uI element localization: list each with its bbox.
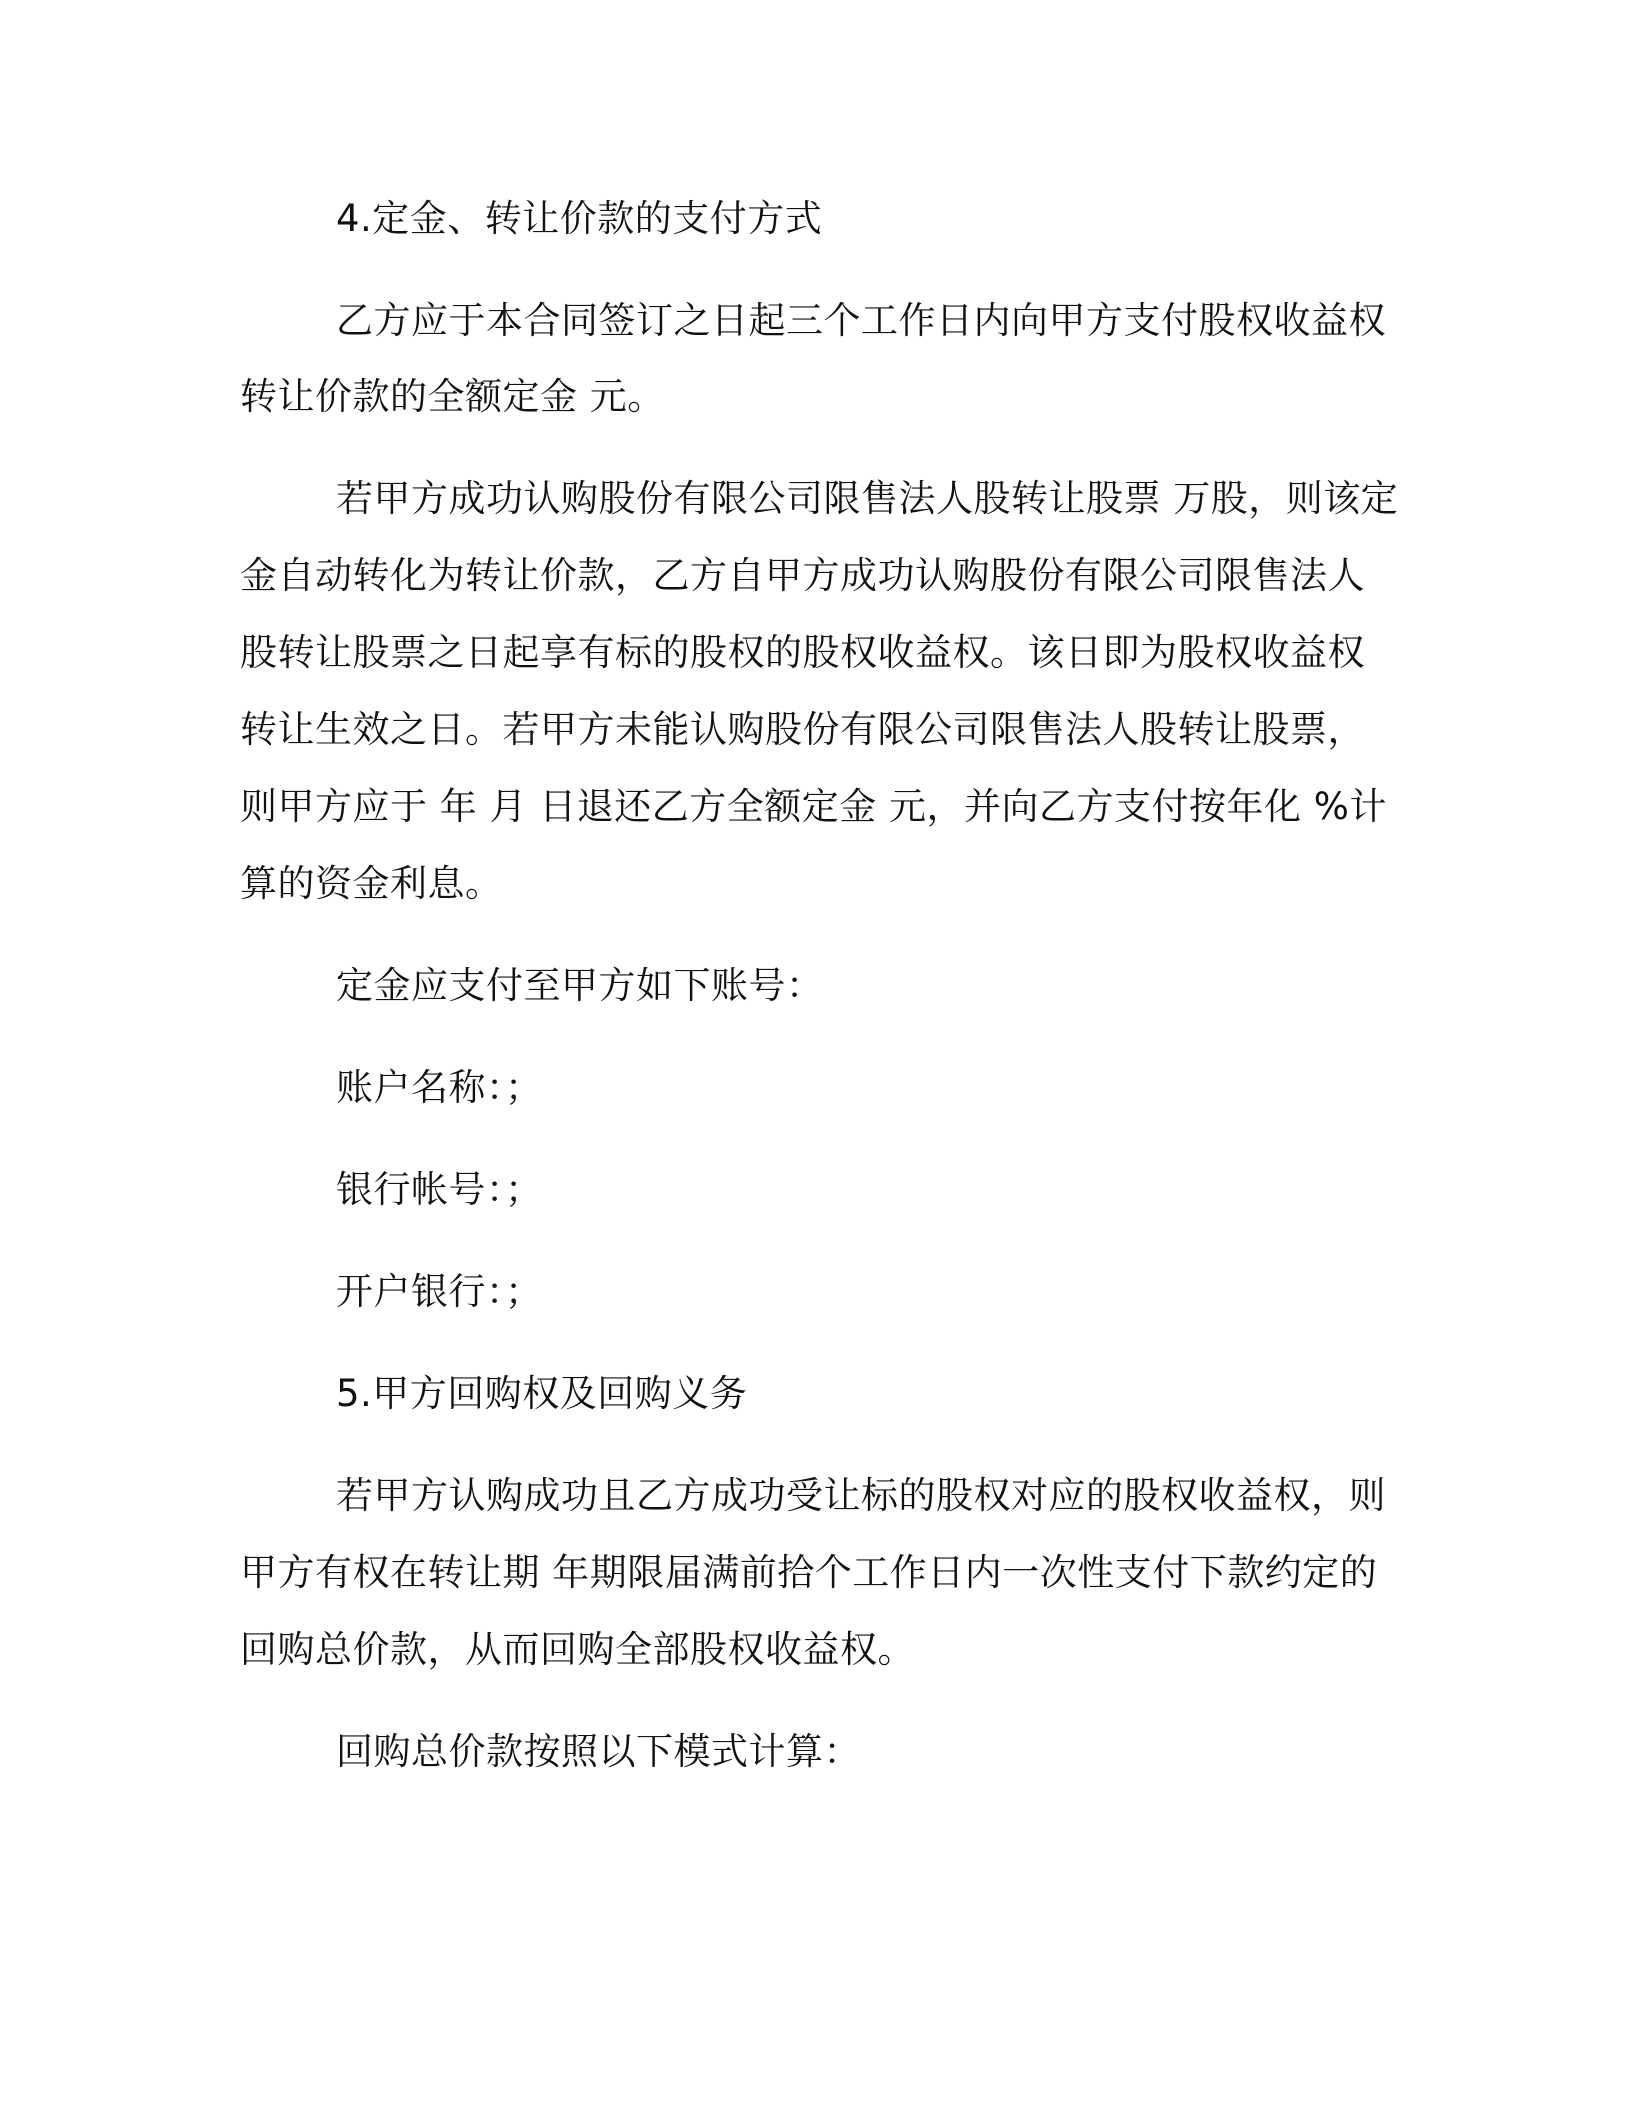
paragraph-2-line-1: 若甲方成功认购股份有限公司限售法人股转让股票 万股，则该定 [336, 477, 1399, 520]
opening-bank-line: 开户银行：； [336, 1270, 543, 1313]
paragraph-1-line-1: 乙方应于本合同签订之日起三个工作日内向甲方支付股权收益权 [336, 299, 1386, 342]
paragraph-3-line-1: 若甲方认购成功且乙方成功受让标的股权对应的股权收益权，则 [336, 1474, 1386, 1517]
paragraph-2-line-4: 转让生效之日。若甲方未能认购股份有限公司限售法人股转让股票， [240, 708, 1365, 751]
section-4-heading: 4.定金、转让价款的支付方式 [336, 197, 823, 240]
section-5-heading: 5.甲方回购权及回购义务 [336, 1372, 748, 1415]
paragraph-3-line-2: 甲方有权在转让期 年期限届满前拾个工作日内一次性支付下款约定的 [240, 1551, 1378, 1594]
paragraph-2-line-2: 金自动转化为转让价款，乙方自甲方成功认购股份有限公司限售法人 [240, 554, 1365, 597]
bank-account-line: 银行帐号：； [336, 1168, 543, 1211]
paragraph-2-line-3: 股转让股票之日起享有标的股权的股权收益权。该日即为股权收益权 [240, 631, 1365, 674]
repurchase-calculation-intro: 回购总价款按照以下模式计算： [336, 1730, 861, 1773]
paragraph-2-line-6: 算的资金利息。 [240, 862, 503, 905]
deposit-account-intro: 定金应支付至甲方如下账号： [336, 964, 824, 1007]
account-name-line: 账户名称：； [336, 1066, 543, 1109]
paragraph-2-line-5: 则甲方应于 年 月 日退还乙方全额定金 元，并向乙方支付按年化 %计 [240, 785, 1387, 828]
paragraph-1-line-2: 转让价款的全额定金 元。 [240, 375, 665, 418]
paragraph-3-line-3: 回购总价款，从而回购全部股权收益权。 [240, 1628, 915, 1671]
